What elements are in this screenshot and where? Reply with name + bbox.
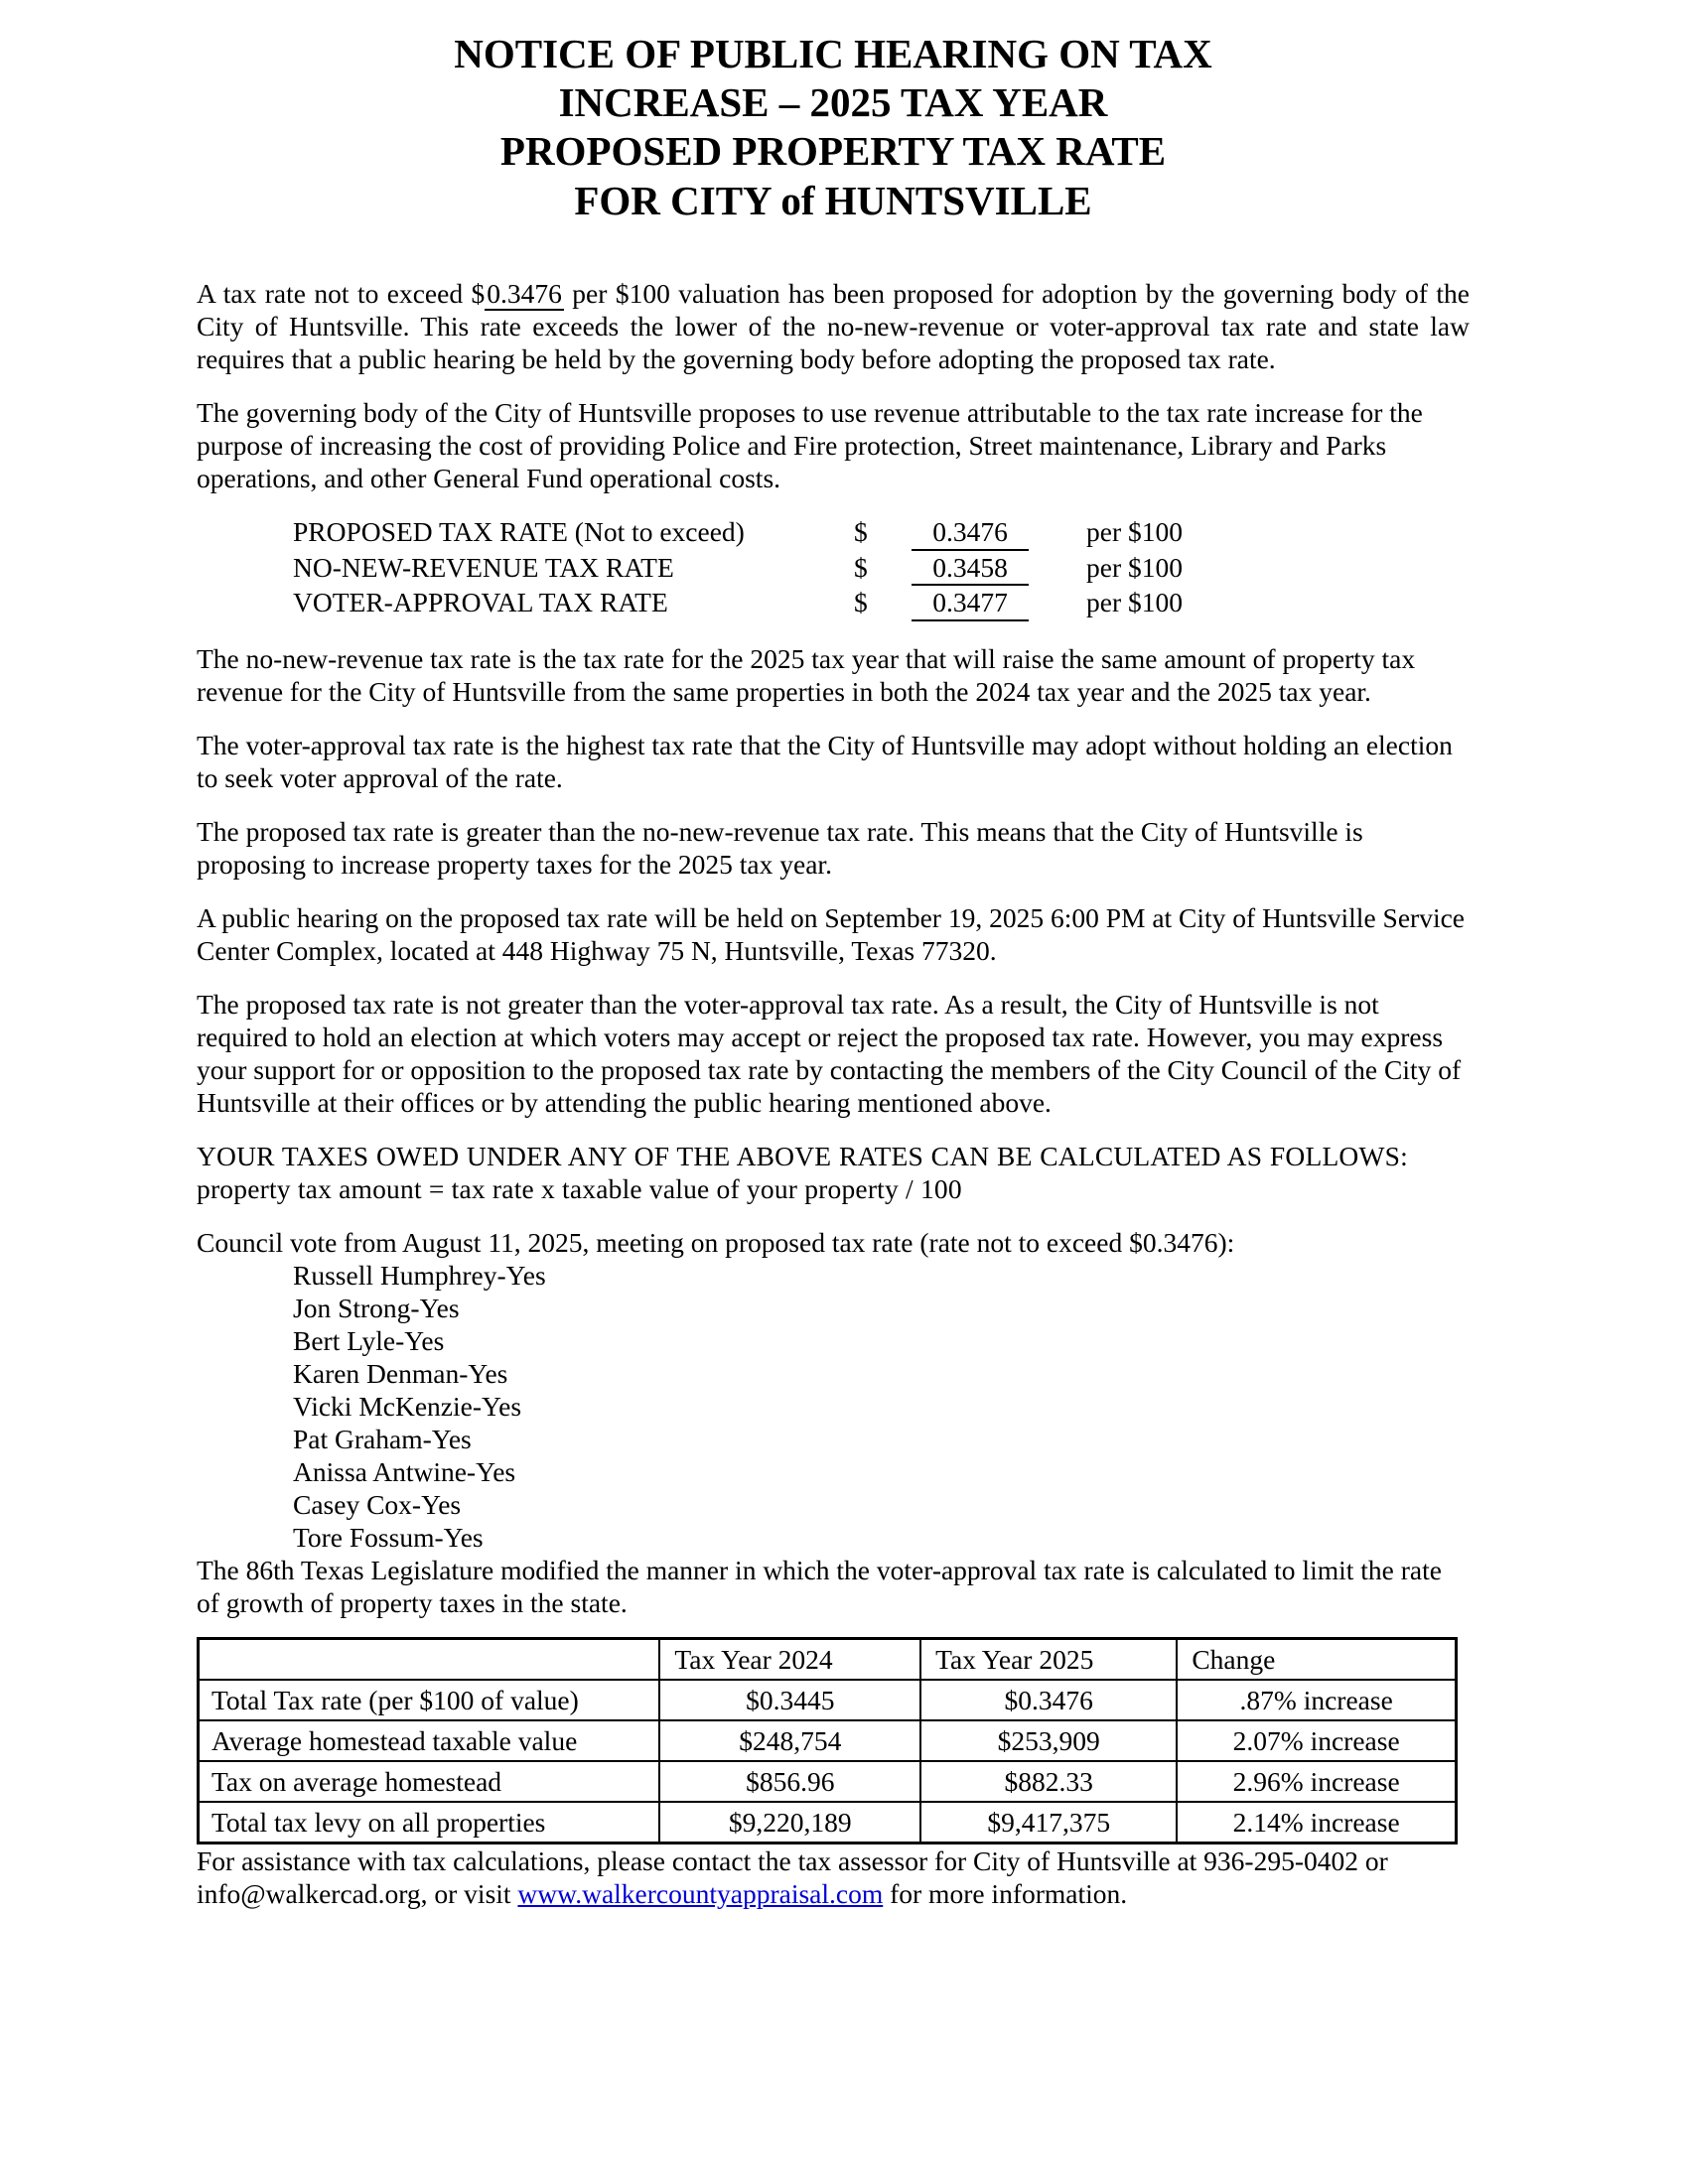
rate-unit: per $100 [1086, 587, 1183, 618]
paragraph-assistance [197, 1844, 1470, 1910]
value-2025: $882.33 [920, 1761, 1177, 1802]
council-vote-item: Tore Fossum-Yes [293, 1522, 484, 1554]
dollar-sign: $ [854, 587, 868, 618]
title-line-3: PROPOSED PROPERTY TAX RATE [499, 128, 1167, 175]
assistance-text-pre: For assistance with tax calculations, please contact the tax assessor for City of Huntsville at 936-295-0402 or info@walkercad.org, or visit [197, 1845, 1388, 1910]
table-row [199, 1720, 1457, 1761]
council-vote-item: Karen Denman-Yes [293, 1358, 508, 1390]
paragraph-legislature: The 86th Texas Legislature modified the manner in which the voter-approval tax rate is calculated to limit the rate of growth of property taxes in the state. [197, 1555, 1442, 1619]
council-vote-item: Bert Lyle-Yes [293, 1325, 445, 1357]
tax-formula: property tax amount = tax rate x taxable value of your property / 100 [197, 1173, 962, 1205]
title-line-2: INCREASE – 2025 TAX YEAR [558, 79, 1108, 126]
rate-label: PROPOSED TAX RATE (Not to exceed) [293, 515, 745, 547]
value-change: 2.14% increase [1177, 1802, 1456, 1843]
value-change: 2.96% increase [1177, 1761, 1456, 1802]
council-vote-item: Russell Humphrey-Yes [293, 1260, 546, 1292]
row-label: Average homestead taxable value [199, 1720, 660, 1761]
rate-row-proposed [293, 515, 1470, 551]
value-2024: $0.3445 [659, 1680, 920, 1720]
value-2025: $0.3476 [920, 1680, 1177, 1720]
row-label: Tax on average homestead [199, 1761, 660, 1802]
paragraph-no-new-revenue-def: The no-new-revenue tax rate is the tax rate for the 2025 tax year that will raise the same amount of property tax revenue for the City of Huntsville from the same properties in both the 2024 tax year and the 2025 tax year. [197, 643, 1416, 708]
rate-unit: per $100 [1086, 515, 1183, 547]
paragraph-taxes-owed [197, 1140, 1470, 1205]
paragraph-no-election: The proposed tax rate is not greater than the voter-approval tax rate. As a result, the City of Huntsville is not required to hold an election at which voters may accept or reject the proposed tax rate. However, you may express your support for or opposition to the proposed tax rate by contacting the members of the City Council of the City of Huntsville at their offices or by attending the public hearing mentioned above. [197, 989, 1462, 1119]
paragraph-voter-approval-def: The voter-approval tax rate is the highest tax rate that the City of Huntsville may adopt without holding an election to seek voter approval of the rate. [197, 730, 1453, 794]
table-header-row [199, 1639, 1457, 1681]
dollar-sign: $ [854, 515, 868, 547]
taxes-owed-caps: YOUR TAXES OWED UNDER ANY OF THE ABOVE RATES CAN BE CALCULATED AS FOLLOWS: [197, 1141, 1408, 1172]
dollar-sign: $ [854, 551, 868, 583]
council-vote-item: Vicki McKenzie-Yes [293, 1391, 522, 1423]
appraisal-website-link[interactable]: www.walkercountyappraisal.com [517, 1878, 884, 1910]
value-2024: $9,220,189 [659, 1802, 920, 1843]
proposed-rate-text-pre: A tax rate not to exceed $ [197, 277, 486, 309]
rate-value: 0.3476 [912, 515, 1029, 551]
header-change: Change [1177, 1639, 1456, 1681]
council-vote-item: Jon Strong-Yes [293, 1293, 460, 1324]
council-vote-item: Anissa Antwine-Yes [293, 1456, 516, 1488]
council-vote-item: Casey Cox-Yes [293, 1489, 462, 1521]
tax-rates-block [293, 515, 1470, 621]
title-line-1: NOTICE OF PUBLIC HEARING ON TAX [454, 31, 1212, 76]
rate-label: VOTER-APPROVAL TAX RATE [293, 587, 668, 618]
title-line-4: FOR CITY of HUNTSVILLE [574, 177, 1092, 223]
rate-value: 0.3477 [912, 586, 1029, 621]
paragraph-public-hearing: A public hearing on the proposed tax rate will be held on September 19, 2025 6:00 PM at City of Huntsville Service Center Complex, located at 448 Highway 75 N, Huntsville, Texas 77320. [197, 902, 1465, 967]
paragraph-rate-greater: The proposed tax rate is greater than the no-new-revenue tax rate. This means that the City of Huntsville is proposing to increase property taxes for the 2025 tax year. [197, 816, 1363, 881]
header-tax-year-2025: Tax Year 2025 [920, 1639, 1177, 1681]
value-2024: $856.96 [659, 1761, 920, 1802]
value-change: .87% increase [1177, 1680, 1456, 1720]
tax-comparison-table [197, 1637, 1458, 1844]
rate-unit: per $100 [1086, 551, 1183, 583]
row-label: Total tax levy on all properties [199, 1802, 660, 1843]
proposed-rate-text-post: per $100 valuation has been proposed for adoption by the governing body of the City of Huntsville. This rate exceeds the lower of the no-new-revenue or voter-approval tax rate and state law requires that a public hearing be held by the governing body before adopting the proposed tax rate. [197, 277, 1470, 374]
table-row [199, 1761, 1457, 1802]
council-vote-intro: Council vote from August 11, 2025, meeting on proposed tax rate (rate not to exceed $0.3476): [197, 1227, 1235, 1259]
header-blank [199, 1639, 660, 1681]
council-vote-item: Pat Graham-Yes [293, 1424, 472, 1455]
value-2024: $248,754 [659, 1720, 920, 1761]
rate-row-voter-approval [293, 586, 1470, 621]
value-2025: $253,909 [920, 1720, 1177, 1761]
value-change: 2.07% increase [1177, 1720, 1456, 1761]
row-label: Total Tax rate (per $100 of value) [199, 1680, 660, 1720]
council-vote-list [197, 1259, 1470, 1554]
paragraph-proposed-rate [197, 277, 1470, 375]
document-title [197, 30, 1470, 225]
header-tax-year-2024: Tax Year 2024 [659, 1639, 920, 1681]
proposed-rate-value: 0.3476 [487, 277, 562, 309]
rate-label: NO-NEW-REVENUE TAX RATE [293, 551, 674, 583]
rate-value: 0.3458 [912, 551, 1029, 587]
assistance-text-post: for more information. [883, 1878, 1128, 1910]
table-row [199, 1802, 1457, 1843]
rate-row-no-new-revenue [293, 551, 1470, 587]
value-2025: $9,417,375 [920, 1802, 1177, 1843]
paragraph-revenue-use: The governing body of the City of Huntsville proposes to use revenue attributable to the tax rate increase for the purpose of increasing the cost of providing Police and Fire protection, Street maintenance, Library and Parks operations, and other General Fund operational costs. [197, 396, 1423, 493]
table-row [199, 1680, 1457, 1720]
